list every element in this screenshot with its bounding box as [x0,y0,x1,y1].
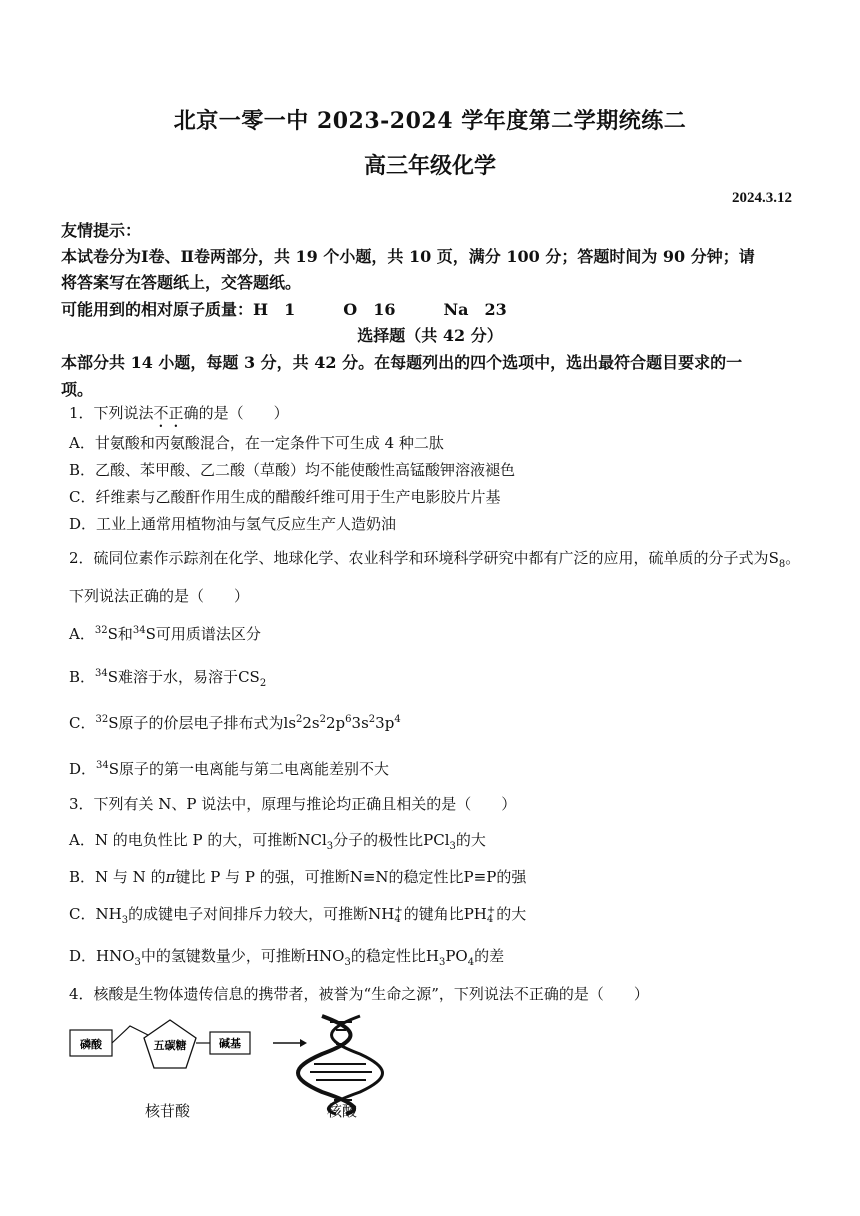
q2-a-symbol-1: S [107,625,118,643]
q3-a-text-3: 的大 [455,831,486,849]
q2-d-mass: 34 [96,760,109,771]
q1-stem-pre: 1．下列说法 [69,404,154,422]
q2-stem-text: 2．硫同位素作示踪剂在化学、地球化学、农业科学和环境科学研究中都有广泛的应用，硫单质的分子式为 [69,549,769,567]
q2-a-mass-1: 32 [94,625,108,636]
q3-option-b [69,866,526,887]
arrow-head-icon [300,1039,307,1047]
q3-a-formula-1: NCl [297,831,327,849]
q2-b-text: 难溶于水，易溶于 [118,668,239,686]
q3-b-text-1: B．N 与 N 的 [69,868,166,886]
q3-c-formula-1: NH [95,905,122,923]
q2-c-orbital: 2s [302,714,320,732]
q2-b-label: B． [69,668,96,686]
q3-b-pi: π [165,868,176,886]
notice-heading: 友情提示： [61,221,142,240]
q3-c-formula-1-sub: 3 [121,915,129,926]
q3-d-formula-1: HNO [96,947,135,965]
q3-b-formula-2: P≡P [463,868,497,886]
q2-c-label: C． [69,714,96,732]
q2-formula-sub: 8 [778,559,786,570]
q2-a-label: A． [69,625,95,643]
q3-option-c [69,903,526,926]
q3-a-formula-2: PCl [423,831,450,849]
question-2-stem-line-1 [69,547,800,570]
q2-b-symbol: S [107,668,119,686]
q3-a-formula-1-sub: 3 [326,841,334,852]
question-3-stem: 3．下列有关 N、P 说法中，原理与推论均正确且相关的是（ ） [69,795,517,813]
q3-c-formula-2: NH [368,905,395,923]
q2-d-label: D． [69,760,97,778]
q2-d-symbol: S [108,760,120,778]
q3-a-text-2: 分子的极性比 [333,831,424,849]
section-instruction-1: 本部分共 14 小题，每题 3 分，共 42 分。在每题列出的四个选项中，选出最符合题目要求的一 [61,353,743,372]
exam-date: 2024.3.12 [732,190,792,206]
q3-d-formula-3-po-sub: 4 [467,957,475,968]
section-instruction-2: 项。 [61,380,94,399]
phosphate-label: 磷酸 [80,1038,102,1051]
q3-d-formula-3-h: H [425,947,439,965]
q2-a-symbol-2: S [145,625,156,643]
q2-a-mid: 和 [117,625,133,643]
q3-a-formula-2-sub: 3 [449,841,456,852]
q1-stem-post: 确的是（ ） [183,404,289,422]
question-2-stem-line-2: 下列说法正确的是（ ） [69,587,250,605]
caption-nucleic-acid: 核酸 [327,1102,358,1120]
q2-c-orbital: 3p [375,714,395,732]
q3-d-formula-3-po: PO [445,947,468,965]
q3-d-formula-2-sub: 3 [344,957,351,968]
q3-c-formula-2-charge: + [394,905,403,916]
notice-line-1: 本试卷分为Ⅰ卷、Ⅱ卷两部分，共 19 个小题，共 10 页，满分 100 分；答题时间为 90 分钟；请 [61,247,755,266]
q3-d-text-3: 的稳定性比 [350,947,426,965]
q2-c-symbol: S [108,714,119,732]
q2-c-mass: 32 [95,714,109,725]
q3-option-a [69,829,486,852]
q3-option-d [69,945,504,968]
q1-option-c: C．纤维素与乙酸酐作用生成的醋酸纤维可用于生产电影胶片片基 [69,488,501,506]
exam-title: 北京一零一中 2023-2024 学年度第二学期统练二 [173,108,687,134]
q2-c-count: 2 [296,714,303,725]
q2-c-count: 2 [368,714,376,725]
q1-option-d: D．工业上通常用植物油与氢气反应生产人造奶油 [69,515,397,533]
q2-formula: S [768,549,779,567]
q3-c-formula-3: PH [463,905,487,923]
q2-option-b [69,666,266,689]
caption-nucleotide: 核苷酸 [145,1102,191,1120]
q3-c-formula-3-charge: + [486,905,496,916]
q3-b-text-2: 键比 P 与 P 的强，可推断 [175,868,350,886]
q2-c-text: 原子的价层电子排布式为 [118,714,284,732]
q2-a-text: 可用质谱法区分 [155,625,261,643]
q3-b-formula-1: N≡N [349,868,389,886]
pentose-label: 五碳糖 [153,1039,187,1052]
q2-c-orbital: 3s [351,714,369,732]
q2-d-text: 原子的第一电离能与第二电离能差别不大 [119,760,390,778]
q3-c-text-2: 的成键电子对间排斥力较大，可推断 [128,905,369,923]
exam-subtitle: 高三年级化学 [363,153,496,179]
question-4-stem: 4．核酸是生物体遗传信息的携带者，被誉为“生命之源”，下列说法不正确的是（ ） [69,985,649,1003]
q3-d-formula-3-h-sub: 3 [438,957,446,968]
atomic-masses: 可能用到的相对原子质量：H 1 O 16 Na 23 [61,300,507,319]
q3-d-formula-2: HNO [305,947,345,965]
q2-c-orbital: 2p [326,714,346,732]
q3-b-text-4: 的强 [496,868,527,886]
q2-c-orbital: ls [283,714,297,732]
q2-b-mass: 34 [95,668,108,679]
q3-d-text-4: 的差 [474,947,505,965]
q1-stem-emphasis: 不正 [153,404,184,422]
q2-c-count: 6 [345,714,352,725]
section-title: 选择题（共 42 分） [357,326,503,345]
question-1-stem [69,402,289,431]
q3-c-text-4: 的大 [496,905,527,923]
q3-d-label: D． [69,947,97,965]
q3-a-text-1: A．N 的电负性比 P 的大，可推断 [69,831,298,849]
q3-c-text-3: 的键角比 [403,905,464,923]
q3-d-text-2: 中的氢键数量少，可推断 [140,947,306,965]
q3-d-formula-1-sub: 3 [134,957,141,968]
notice-line-2: 将答案写在答题纸上，交答题纸。 [61,273,302,292]
q2-c-count: 2 [319,714,327,725]
q2-option-a [69,623,261,644]
q1-option-b: B．乙酸、苯甲酸、乙二酸（草酸）均不能使酸性高锰酸钾溶液褪色 [69,461,516,479]
q2-b-formula-sub: 2 [259,678,267,689]
q2-b-formula: CS [238,668,260,686]
q2-a-mass-2: 34 [132,625,146,636]
q2-stem-end: 。 [785,549,801,567]
q2-option-d [69,758,389,779]
q3-c-formula-3-sub: 4 [486,914,494,925]
base-label: 碱基 [219,1037,241,1050]
q2-option-c [69,712,401,733]
q1-option-a: A．甘氨酸和丙氨酸混合，在一定条件下可生成 4 种二肽 [69,434,444,452]
q3-c-label: C． [69,905,96,923]
q2-c-count: 4 [394,714,401,725]
q3-b-text-3: 的稳定性比 [388,868,464,886]
q3-c-formula-2-sub: 4 [394,914,401,925]
